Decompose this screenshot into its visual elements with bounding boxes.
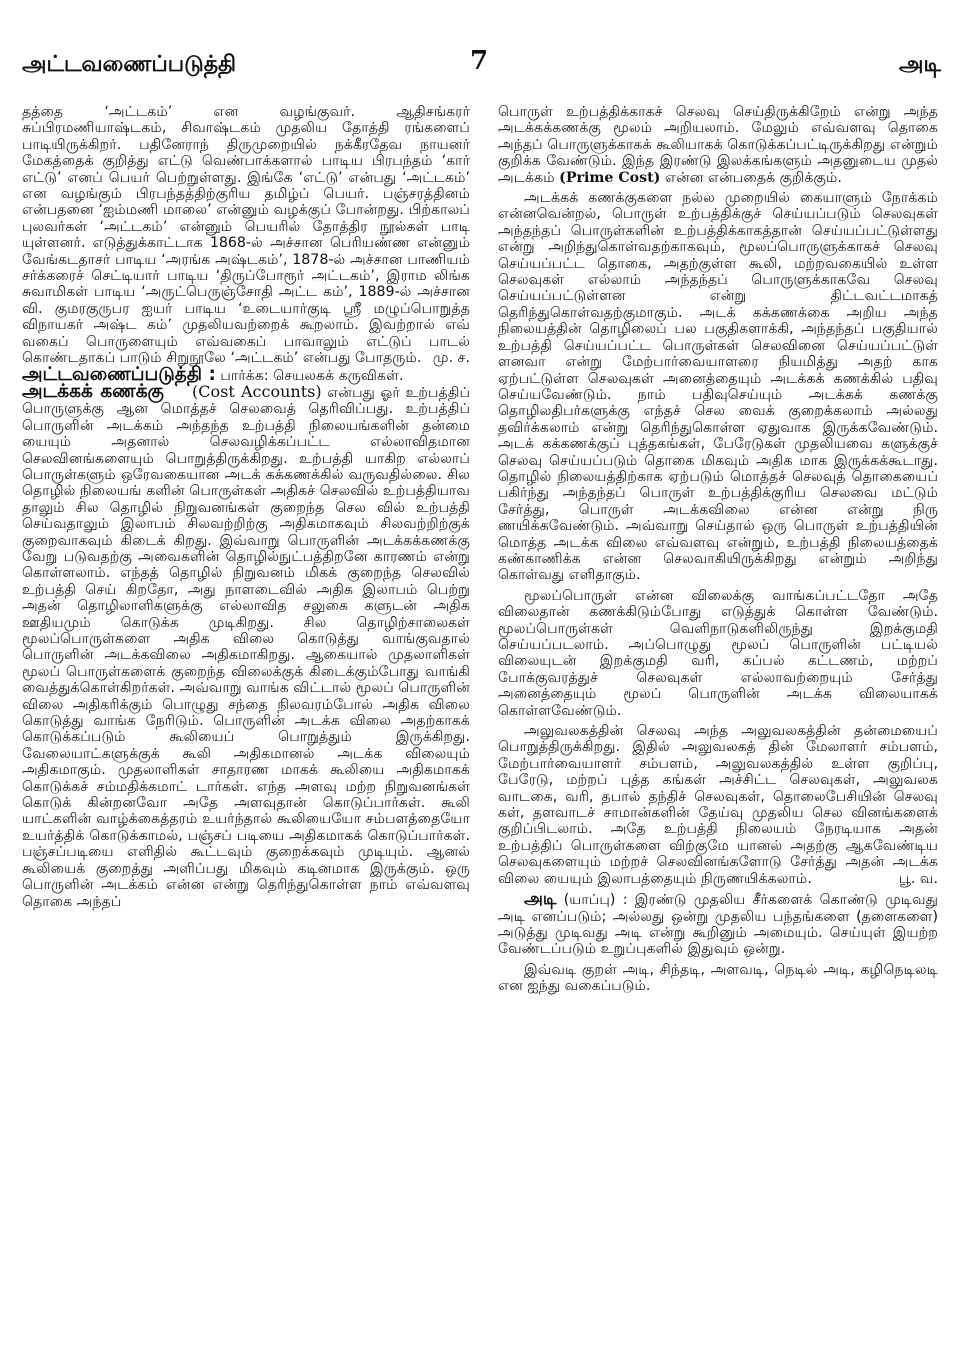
entry-term: அடி	[524, 889, 557, 910]
author-initials: பூ. வ.	[898, 870, 938, 887]
paragraph-text: அலுவலகத்தின் செலவு அந்த அலுவலகத்தின் தன்மையைப் பொறுத்திருக்கிறது. இதில் அலுவலகத் தின் மேலாளர் சம்பளம், மேற்பார்வையாளர் சம்பளம், அலுவலகத்தில் உள்ள குறிப்பு, பேரேடு, மற்றப் புத்த கங்கள் அச்சிட்ட செலவுகள், அலுவலக வாடகை, வரி, தபால் தந்திச் செலவுகள், தொலைபேசியின் செலவு கள், தளவாடச் சாமான்களின் தேய்வு முதலிய செல வினங்களைக் குறிப்பிடலாம். அதே உற்பத்தி நிலையம் நேரடியாக அதன் உற்பத்திப் பொருள்களை விற்குமே யானல் அதற்கு ஆகவேண்டிய செலவுகளையும் மற்றச் செலவினங்களோடு சேர்த்து அதன் அடக்க விலை யையும் இலாபத்தையும் நிருணயிக்கலாம்.	[498, 723, 938, 887]
left-column	[22, 104, 470, 1344]
entry-cost-accounts	[22, 380, 470, 910]
paragraph-prime-cost	[498, 104, 938, 186]
entry-term: அட்டவணைப்படுத்தி :	[22, 363, 216, 385]
entry-qualifier: (யாப்பு) :	[563, 892, 628, 909]
paragraph-attakam	[22, 104, 470, 367]
entry-adi	[498, 891, 938, 958]
entry-term: அடக்கக் கணக்கு	[22, 380, 164, 402]
running-head-left: அட்டவணைப்படுத்தி	[22, 52, 237, 77]
paragraph-raw-material: மூலப்பொருள் என்ன விலைக்கு வாங்கப்பட்டதோ அதே விலைதான் கணக்கிடும்போது எடுத்துக் கொள்ள வேண்டும். மூலப்பொருள்கள் வெளிநாடுகளிலிருந்து இறக்குமதி செய்யப்படலாம். அப்பொழுது மூலப் பொருளின் பட்டியல் விலையுடன் இறக்குமதி வரி, கப்பல் கட்டணம், மற்றப் போக்குவரத்துச் செலவுகள் எல்லாவற்றையும் சேர்த்து அனைத்தையும் மூலப் பொருளின் அடக்க விலையாகக் கொள்ளவேண்டும்.	[498, 587, 938, 719]
author-initials: மு. ச.	[432, 350, 470, 367]
paragraph-office-cost	[498, 723, 938, 887]
paragraph-text: தத்தை ‘அட்டகம்’ என வழங்குவர். ஆதிசங்கரர் சுப்பிரமணியாஷ்டகம், சிவாஷ்டகம் முதலிய தோத்தி ரங்களைப் பாடியிருக்கிறர். பதினேராந் திருமுறையில் நக்கீரதேவ நாயனர் மேகத்தைக் குறித்து எட்டு வெண்பாக்களால் பாடிய பிரபந்தம் ‘கார் எட்டு’ எனப் பெயர் பெற்றுள்ளது. இங்கே ‘எட்டு’ என்பது ‘அட்டகம்’ என வழங்கும் பிரபந்தத்திற்குரிய தமிழ்ப் பெயர். பஞ்சரத்தினம் என்பதனை ‘ஐம்மணி மாலை’ என்னும் வழக்குப் போன்றது. பிற்காலப் புலவர்கள் ‘அட்டகம்’ என்னும் பெயரில் தோத்திர நூல்கள் பாடி யுள்ளனர். எடுத்துக்காட்டாக 1868-ல் அச்சான பெரியண்ண என்னும் வேங்கடதாசர் பாடிய ‘அரங்க அஷ்டகம்’, 1878-ல் அச்சான பாணியம் சர்க்கரைச் செட்டியார் பாடிய ‘திருப்போரூர் அட்டகம்’, இராம லிங்க சுவாமிகள் பாடிய ‘அருட்பெருஞ்சோதி அட்ட கம்’, 1889-ல் அச்சான வி. குமரகுருபர ஐயர் பாடிய ‘உடையார்குடி ஸ்ரீ மழுப்பொறுத்த விநாயகர் அஷ்ட கம்’ முதலியவற்றைக் கூறலாம். இவற்றால் எவ் வகைப் பொருளையும் எவ்வகைப் பாவாலும் எட்டுப் பாடல் கொண்டதாகப் பாடும் சிறுநூலே ‘அட்டகம்’ என்பது போதரும்.	[22, 104, 470, 367]
running-head-right: அடி	[899, 52, 941, 77]
entry-english-term: (Cost Accounts)	[192, 381, 322, 401]
paragraph-adi-types: இவ்வடி குறள் அடி, சிந்தடி, அளவடி, நெடில் அடி, கழிநெடிலடி என ஐந்து வகைப்படும்.	[498, 961, 938, 995]
entry-text: இரண்டு முதலிய சீர்களைக் கொண்டு முடிவது அடி எனப்படும்; அல்லது ஒன்று முதலிய பந்தங்களை (தளைகளை) அடுத்து முடிவது அடி என்று கூறினும் அமையும். செய்யுள் இயற்ற வேண்டப்படும் உறுப்புகளில் இதுவும் ஒன்று.	[498, 892, 938, 958]
paragraph-text: பொருள் உற்பத்திக்காகச் செலவு செய்திருக்கிறேம் என்று அந்த அடக்கக்கணக்கு மூலம் அறியலாம். மேலும் எவ்வளவு தொகை அந்தப் பொருளுக்காகக் கூலியாகக் கொடுக்கப்பட்டிருக்கிறது என்றும் குறிக்க வேண்டும். இந்த இரண்டு இலக்கங்களும் அதனுடைய முதல் அடக்கம்	[498, 104, 938, 186]
right-column	[498, 104, 938, 1344]
page-number: 7	[470, 46, 489, 76]
paragraph-purpose: அடக்கக் கணக்குகளை நல்ல முறையில் கையாளும் நோக்கம் என்னவென்றல், பொருள் உற்பத்திக்குச் செய்யப்படும் செலவுகள் அந்தந்தப் பொருள்களின் உற்பத்திக்காகத்தான் செய்யப்பட்டுள்ளது என்று அறிந்துகொள்வதற்காகவும், மூலப்பொருளுக்காகச் செலவு செய்யப்பட்ட தொகை, அதற்குள்ள கூலி, மற்றவகையில் உள்ள செலவுகள் எல்லாம் அந்தந்தப் பொருளுக்காகவே செலவு செய்யப்பட்டுள்ளன என்று திட்டவட்டமாகத் தெரிந்துகொள்வதற்குமாகும். அடக் கக்கணக்கை அறிய அந்த நிலையத்தின் தொழிலைப் பல பகுதிகளாக்கி, அந்தந்தப் பகுதியால் உற்பத்தி செய்யப்பட்ட பொருள்கள் செலவினை செய்யப்பட்டுள் ளனவா என்று மேற்பார்வையாளரை நியமித்து அதற் காக ஏற்பட்டுள்ள செலவுகள் அனைத்தையும் அடக்கக் கணக்கில் பதிவு செய்யவேண்டும். நாம் பதிவுசெய்யும் அடக்கக் கணக்கு தொழிலதிபர்களுக்கு எந்தச் செல வைக் குறைக்கலாம் அல்லது தவிர்க்கலாம் என்று தெரிந்துகொள்ள ஏதுவாக இருக்கவேண்டும். அடக் கக்கணக்குப் புத்தகங்கள், பேரேடுகள் முதலியவை களுக்குச் செலவு செய்யப்படும் தொகை மிகவும் அதிக மாக இருக்கக்கூடாது. தொழில் நிலையத்திற்காக ஏற்படும் மொத்தச் செலவுத் தொகையைப் பகிர்ந்து அந்தந்தப் பொருள் உற்பத்திக்குரிய செலவை மட்டும் சேர்த்து, பொருள் அடக்கவிலை என்ன என்று நிரு ணயிக்கவேண்டும். அவ்வாறு செய்தால் ஒரு பொருள் உற்பத்தியின் மொத்த அடக்க விலை எவ்வளவு என்றும், உற்பத்தி நிலையத்தைக் கண்காணிக்க என்ன செலவாகியிருக்கிறது என்றும் அறிந்து கொள்வது எளிதாகும்.	[498, 190, 938, 584]
paragraph-text: என்ன என்பதைக் குறிக்கும்.	[664, 169, 842, 186]
entry-text: என்பது ஓர் உற்பத்திப் பொருளுக்கு ஆன மொத்தச் செலவைத் தெரிவிப்பது. உற்பத்திப் பொருளின் அடக்கம் அந்தந்த உற்பத்தி நிலையங்களின் தன்மை யையும் அதனால் செலவழிக்கப்பட்ட எல்லாவிதமான செலவினங்களையும் பொறுத்திருக்கிறது. உற்பத்தி யாகிற எல்லாப் பொருள்களும் ஒரேவகையான அடக் கக்கணக்கில் வருவதில்லை. சில தொழில் நிலையங் களின் பொருள்கள் அதிகச் செலவில் உற்பத்தியாவ தாலும் சில தொழில் நிறுவனங்கள் குறைந்த செல வில் உற்பத்தி செய்வதாலும் இலாபம் சிலவற்றிற்கு அதிகமாகவும் சிலவற்றிற்குக் குறைவாகவும் கிடைக் கிறது. இவ்வாறு பொருளின் அடக்கக்கணக்கு வேறு படுவதற்கு அவைகளின் தொழில்நுட்பத்திறனே காரணம் என்று கொள்ளலாம். எந்தத் தொழில் நிறுவனம் மிகக் குறைந்த செலவில் உற்பத்தி செய் கிறதோ, அது நாளடைவில் அதிக இலாபம் பெற்று அதன் தொழிலாளிகளுக்கு எல்லாவித சலுகை களுடன் அதிக ஊதியமும் கொடுக்க முடிகிறது. சில தொழிற்சாலைகள் மூலப்பொருள்களை அதிக விலை கொடுத்து வாங்குவதால் பொருளின் அடக்கவிலை அதிகமாகிறது. ஆகையால் முதலாளிகள் மூலப் பொருள்களைக் குறைந்த விலைக்குக் கிடைக்கும்போது வாங்கி வைத்துக்கொள்கிறர்கள். அவ்வாறு வாங்க விட்டால் மூலப் பொருளின் விலை அதிகரிக்கும் பொழுது சந்தை நிலவரம்போல் அதிக விலை கொடுத்து வாங்க நேரிடும். பொருளின் அடக்க விலை அதற்காகக் கொடுக்கப்படும் கூலியைப் பொறுத்தும் இருக்கிறது. வேலையாட்களுக்குக் கூலி அதிகமானல் அடக்க விலையும் அதிகமாகும். முதலாளிகள் சாதாரண மாகக் கூலியை அதிகமாகக் கொடுக்கச் சம்மதிக்கமாட் டார்கள். எந்த அளவு மற்ற நிறுவனங்கள் கொடுக் கின்றனவோ அதே அளவுதான் கொடுப்பார்கள். கூலி யாட்களின் வாழ்க்கைத்தரம் உயர்ந்தால் கூலியையோ சம்பளத்தையோ உயர்த்திக் கொடுக்காமல், பஞ்சப் படியை அதிகமாகக் கொடுப்பார்கள். பஞ்சப்படியை எளிதில் கூட்டவும் குறைக்கவும் முடியும். ஆனல் கூலியைக் குறைத்து அளிப்பது மிகவும் கடினமாக இருக்கும். ஒரு பொருளின் அடக்கம் என்ன என்று தெரிந்துகொள்ள நாம் எவ்வளவு தொகை அந்தப்	[22, 384, 470, 910]
english-term: (Prime Cost)	[559, 169, 661, 186]
entry-text: பார்க்க: செயலகக் கருவிகள்.	[220, 367, 404, 384]
